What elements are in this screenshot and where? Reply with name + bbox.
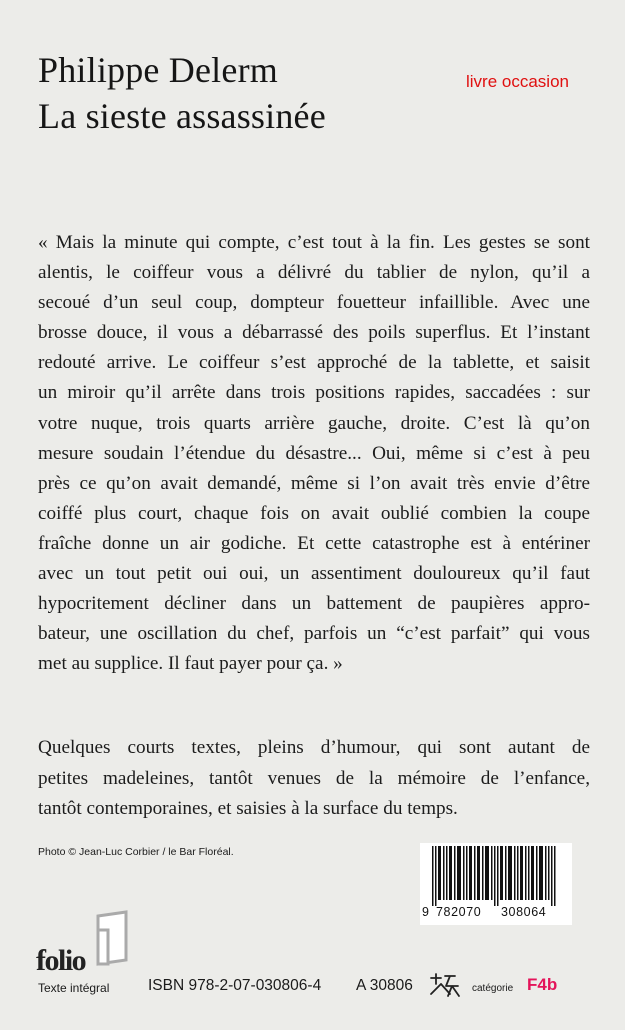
isbn-number: ISBN 978-2-07-030806-4 (148, 977, 322, 994)
folio-page-icon (92, 910, 132, 966)
categorie-code: F4b (527, 975, 558, 994)
quote-line: redouté arrive. Le coiffeur s’est approché de la tablette, et saisit (38, 352, 590, 374)
blurb-line: petites madeleines, tantôt venues de la mémoire de l’enfance, (38, 767, 590, 789)
quote-line: avec un tout petit oui oui, un assentiment douloureux qu’il faut (38, 563, 590, 585)
barcode-group-2: 308064 (501, 905, 547, 919)
barcode-lead-digit: 9 (422, 905, 430, 919)
quote-line: secoué d’un seul coup, dompteur fouetteur infaillible. Avec une (38, 292, 590, 314)
folio-sign-icon (428, 972, 462, 998)
isbn-barcode (420, 843, 572, 925)
blurb-line: Quelques courts textes, pleins d’humour, qui sont autant de (38, 737, 590, 758)
photo-credit: Photo © Jean-Luc Corbier / le Bar Floréal. (38, 846, 234, 858)
categorie-label: catégorie (472, 983, 514, 994)
quote-line: alentis, le coiffeur vous a délivré du tablier de nylon, qu’il a (38, 262, 590, 284)
quote-line: brosse douce, il vous a débarrassé des poils superflus. Et l’instant (38, 322, 590, 344)
texte-integral-label: Texte intégral (38, 981, 110, 995)
folio-wordmark: folio (36, 944, 86, 977)
quote-line: mesure soudain l’étendue du désastre... Oui, même si c’est à peu (38, 442, 590, 464)
quote-line: un miroir qu’il arrête dans trois positions rapides, saccadées : sur (38, 382, 590, 404)
quote-line: hypocritement décliner dans un battement de paupières appro- (38, 593, 590, 615)
quote-line: votre nuque, trois quarts arrière gauche, droite. C’est là qu’on (38, 412, 590, 434)
back-cover-quote (38, 228, 590, 679)
quote-line: « Mais la minute qui compte, c’est tout à la fin. Les gestes se sont (38, 232, 590, 253)
quote-line: bateur, une oscillation du chef, parfois un “c’est parfait” qui vous (38, 623, 590, 645)
quote-line: fraîche donne un air godiche. Et cette catastrophe est à entériner (38, 532, 590, 554)
folio-logo (36, 910, 136, 977)
publisher-code: A 30806 (356, 977, 413, 994)
blurb-line: tantôt contemporaines, et saisies à la surface du temps. (38, 798, 458, 819)
book-title: La sieste assassinée (38, 96, 326, 136)
back-cover-blurb (38, 733, 590, 825)
seller-watermark: livre occasion (466, 72, 569, 91)
quote-line: coiffé plus court, chaque fois on avait oublié combien la coupe (38, 502, 590, 524)
book-author: Philippe Delerm (38, 50, 278, 90)
barcode-bars (432, 846, 562, 906)
quote-line: près ce qu’on avait demandé, même si l’on avait très envie d’être (38, 472, 590, 494)
barcode-group-1: 782070 (436, 905, 482, 919)
quote-line: met au supplice. Il faut payer pour ça. » (38, 653, 343, 675)
